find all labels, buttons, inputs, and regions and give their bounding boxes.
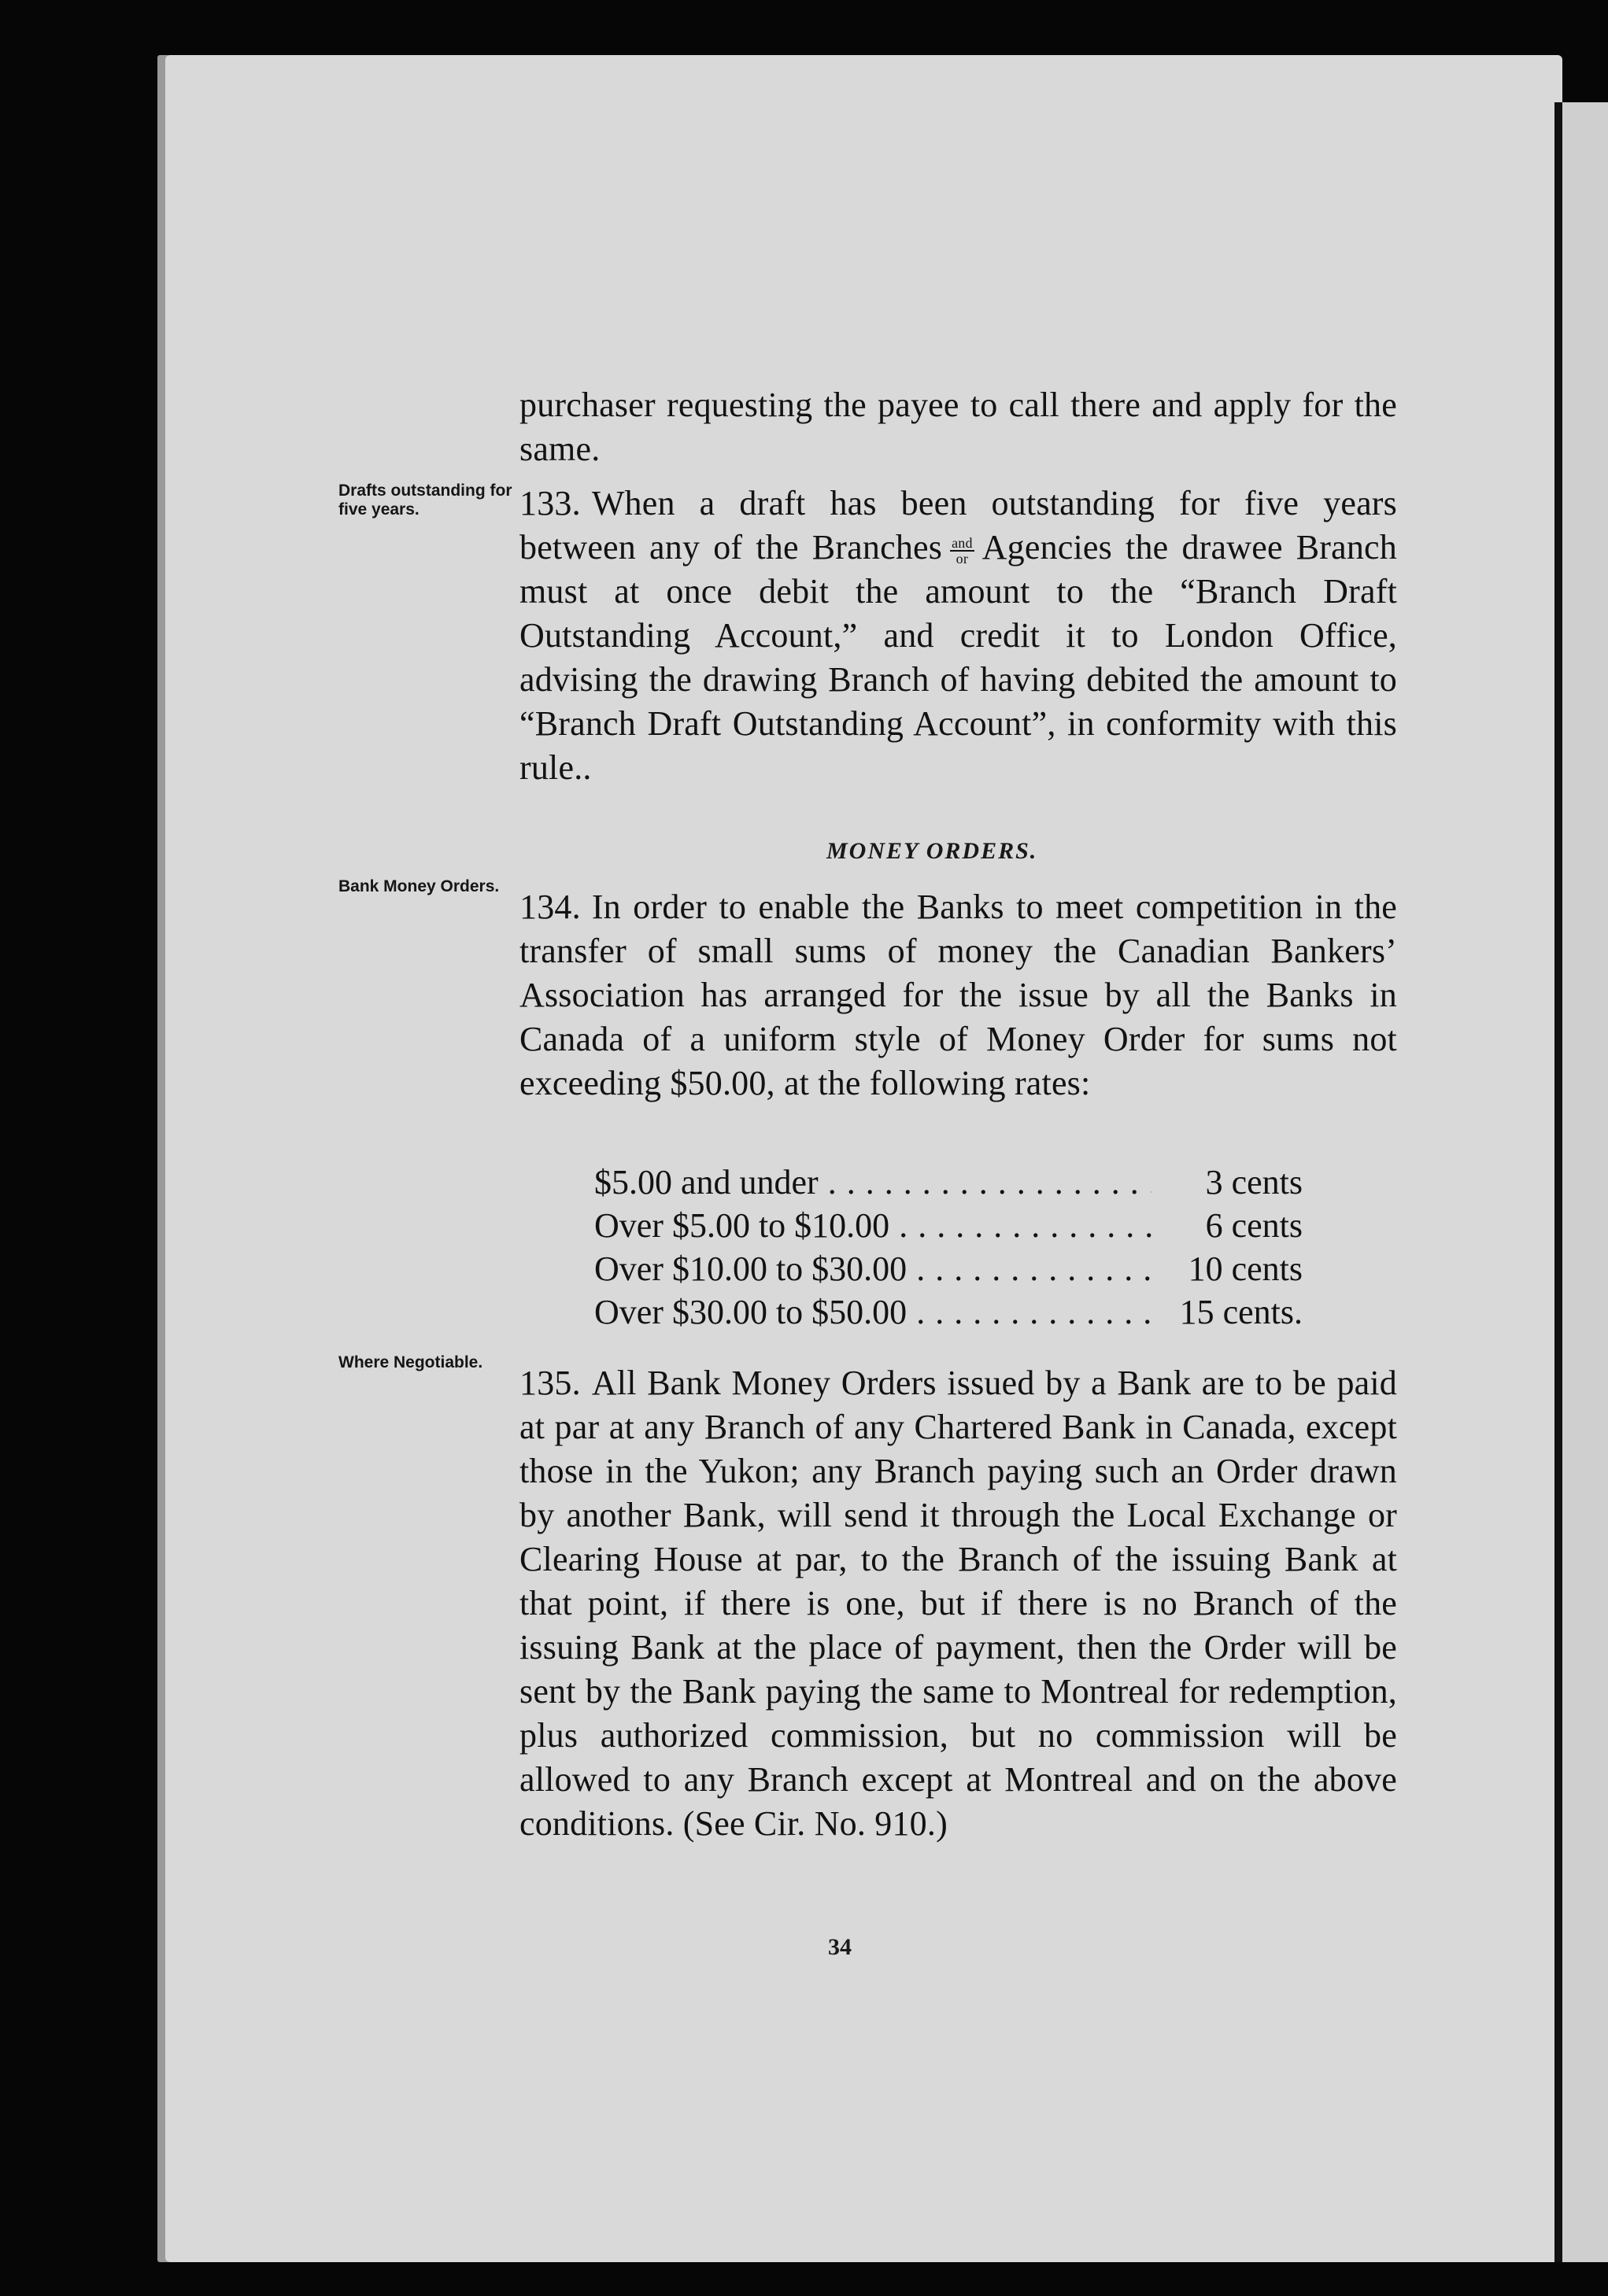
rate-range: Over $30.00 to $50.00 — [594, 1293, 908, 1331]
paragraph-number: 133. — [519, 484, 581, 522]
side-note-drafts-outstanding: Drafts outstanding for five years. — [338, 482, 512, 519]
rate-row — [594, 1161, 1303, 1204]
rate-charge: 6 cents — [1205, 1206, 1303, 1245]
paragraph-text: In order to enable the Banks to meet competition in the transfer of small sums of money the Canadian Bankers’ Association has arranged for the issue by all the Banks in Canada of a uniform style of Money Order for sums not exceeding $50.00, at the following rates: — [519, 888, 1397, 1102]
section-heading: MONEY ORDERS. — [826, 838, 1038, 864]
fraction-top: and — [952, 534, 973, 551]
and-or-fraction — [950, 536, 974, 566]
side-note-bank-money-orders: Bank Money Orders. — [338, 877, 500, 895]
rates-table — [594, 1161, 1303, 1334]
rate-row — [594, 1204, 1303, 1247]
rate-range: $5.00 and under — [594, 1163, 819, 1202]
paragraph-133 — [519, 482, 1397, 790]
rate-charge: 15 cents. — [1179, 1293, 1303, 1331]
fraction-bottom: or — [956, 550, 969, 567]
paragraph-text-part-2: Agencies the drawee Branch must at once debit the amount to the “Branch Draft Outstanding Account,” and credit it to London Office, advising the drawing Branch of having debited the amount to “Branch Draft Outstanding Account”, in conformity with this rule.. — [519, 528, 1397, 787]
paragraph-text: All Bank Money Orders issued by a Bank are to be paid at par at any Branch of any Chartered Bank in Canada, except those in the Yukon; any Branch paying such an Order drawn by another Bank, will send it through the Local Exchange or Clearing House at par, to the Branch of the issuing Bank at that point, if there is one, but if there is no Branch of the issuing Bank at the place of payment, then the Order will be sent by the Bank paying the same to Montreal for redemption, plus authorized commission, but no commission will be allowed to any Branch except at Montreal and on the above conditions. (See Cir. No. 910.) — [519, 1364, 1397, 1843]
paragraph-number: 134. — [519, 888, 581, 926]
paragraph-text-part-1: When a draft has been outstanding for five years between any of the Branches — [519, 484, 1397, 567]
rate-range: Over $5.00 to $10.00 — [594, 1206, 890, 1245]
leader-dots — [916, 1247, 1151, 1290]
page-number: 34 — [828, 1934, 852, 1960]
rate-row — [594, 1247, 1303, 1290]
paragraph-135 — [519, 1361, 1397, 1846]
rate-range: Over $10.00 to $30.00 — [594, 1250, 908, 1288]
leader-dots — [916, 1290, 1151, 1334]
rate-row — [594, 1290, 1303, 1334]
rate-charge: 10 cents — [1188, 1250, 1303, 1288]
paragraph-number: 135. — [519, 1364, 581, 1402]
leader-dots — [828, 1161, 1151, 1204]
paragraph-134 — [519, 885, 1397, 1106]
side-note-where-negotiable: Where Negotiable. — [338, 1353, 483, 1371]
paragraph-continued: purchaser requesting the payee to call there and apply for the same. — [519, 386, 1397, 468]
leader-dots — [899, 1204, 1151, 1247]
rate-charge: 3 cents — [1205, 1163, 1303, 1202]
facing-page-edge — [1562, 102, 1608, 2262]
